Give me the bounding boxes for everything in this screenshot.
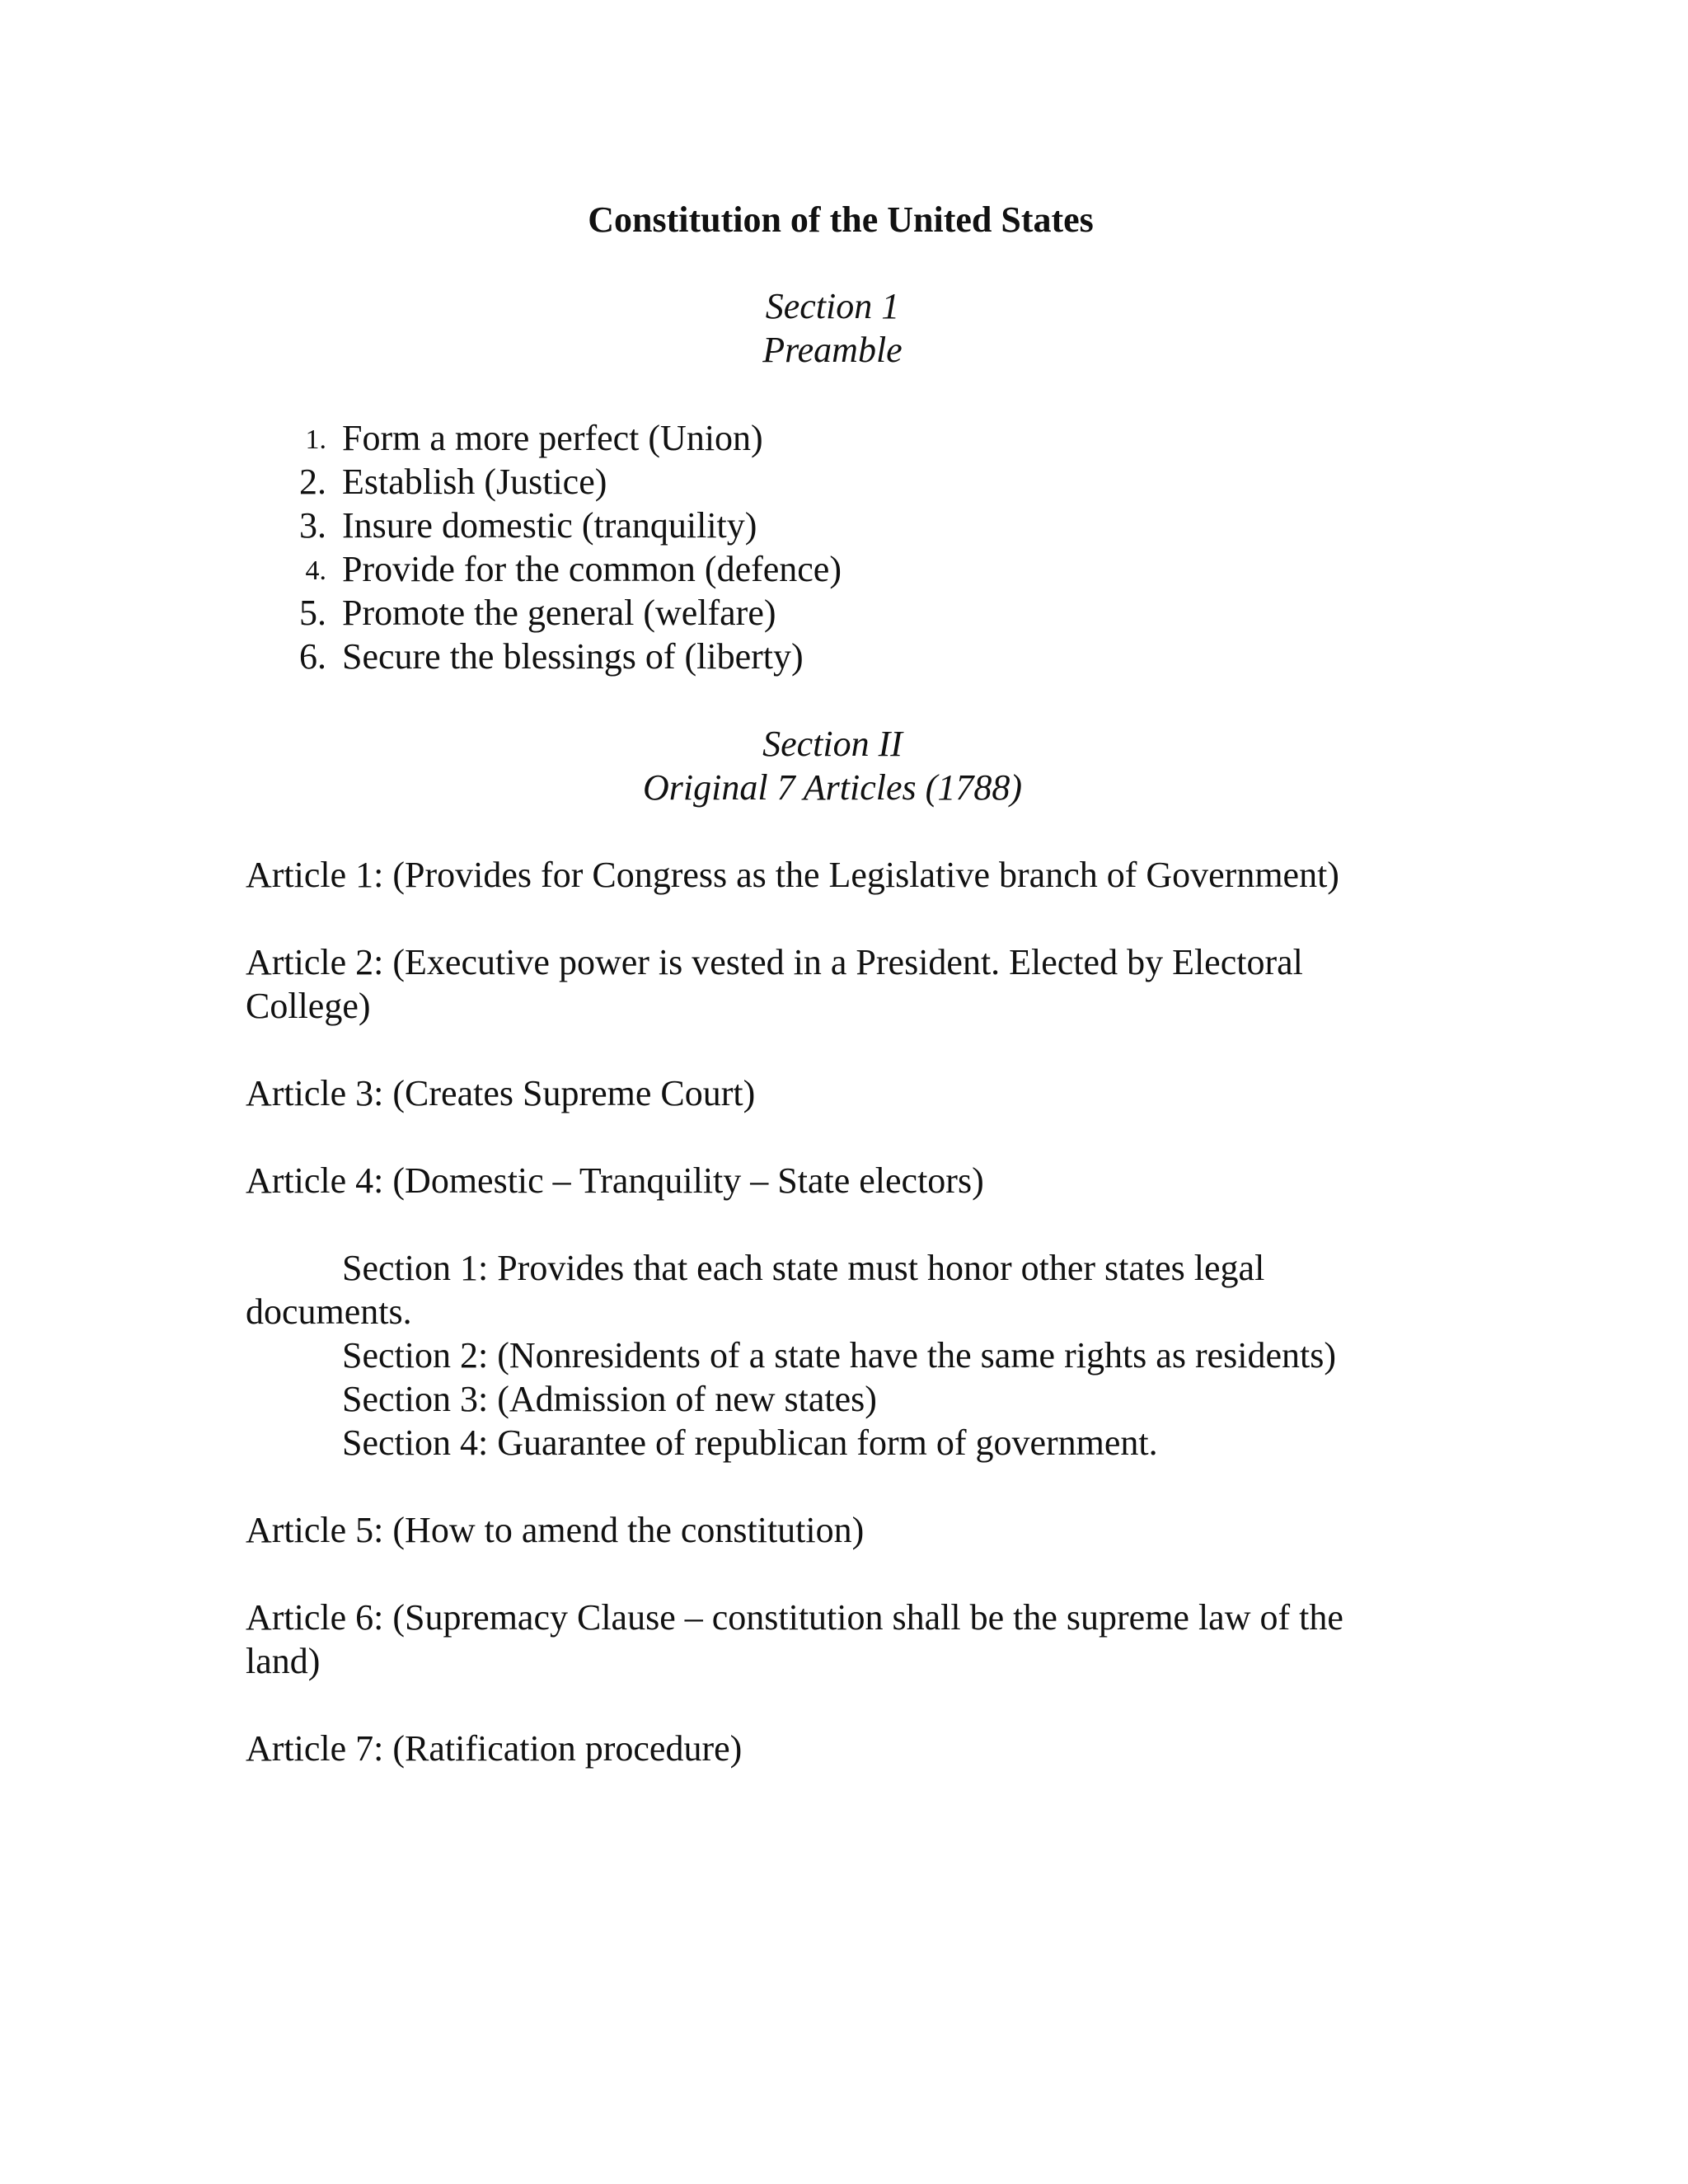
article-2-line-2: College) <box>246 986 371 1026</box>
list-text: Provide for the common (defence) <box>342 549 842 589</box>
list-text: Promote the general (welfare) <box>342 593 776 633</box>
document-title: Constitution of the United States <box>588 199 1094 240</box>
article-4-section-3: Section 3: (Admission of new states) <box>342 1379 877 1419</box>
list-number: 4. <box>305 555 326 586</box>
article-3: Article 3: (Creates Supreme Court) <box>246 1073 756 1113</box>
list-number: 5. <box>299 593 326 633</box>
list-text: Establish (Justice) <box>342 462 607 502</box>
section-2-heading: Section II <box>762 724 903 764</box>
list-number: 1. <box>305 424 326 455</box>
list-number: 6. <box>299 636 326 677</box>
article-4-section-1-line-2: documents. <box>246 1291 412 1332</box>
section-1-heading: Section 1 <box>765 286 900 326</box>
section-1-subheading: Preamble <box>762 330 903 370</box>
article-6-line-1: Article 6: (Supremacy Clause – constitution shall be the supreme law of the <box>246 1597 1343 1638</box>
article-4-section-2: Section 2: (Nonresidents of a state have the same rights as residents) <box>342 1335 1337 1376</box>
article-7: Article 7: (Ratification procedure) <box>246 1728 743 1769</box>
article-6-line-2: land) <box>246 1641 321 1681</box>
article-2-line-1: Article 2: (Executive power is vested in a President. Elected by Electoral <box>246 942 1303 982</box>
article-5: Article 5: (How to amend the constitution) <box>246 1510 865 1550</box>
article-4: Article 4: (Domestic – Tranquility – State electors) <box>246 1160 984 1201</box>
list-text: Form a more perfect (Union) <box>342 418 763 458</box>
list-text: Insure domestic (tranquility) <box>342 505 757 546</box>
section-2-subheading: Original 7 Articles (1788) <box>643 767 1022 808</box>
article-1: Article 1: (Provides for Congress as the Legislative branch of Government) <box>246 855 1339 895</box>
article-4-section-1-line-1: Section 1: Provides that each state must honor other states legal <box>342 1248 1265 1288</box>
list-text: Secure the blessings of (liberty) <box>342 636 804 677</box>
article-4-section-4: Section 4: Guarantee of republican form of government. <box>342 1422 1158 1463</box>
list-number: 2. <box>299 462 326 502</box>
list-number: 3. <box>299 505 326 546</box>
